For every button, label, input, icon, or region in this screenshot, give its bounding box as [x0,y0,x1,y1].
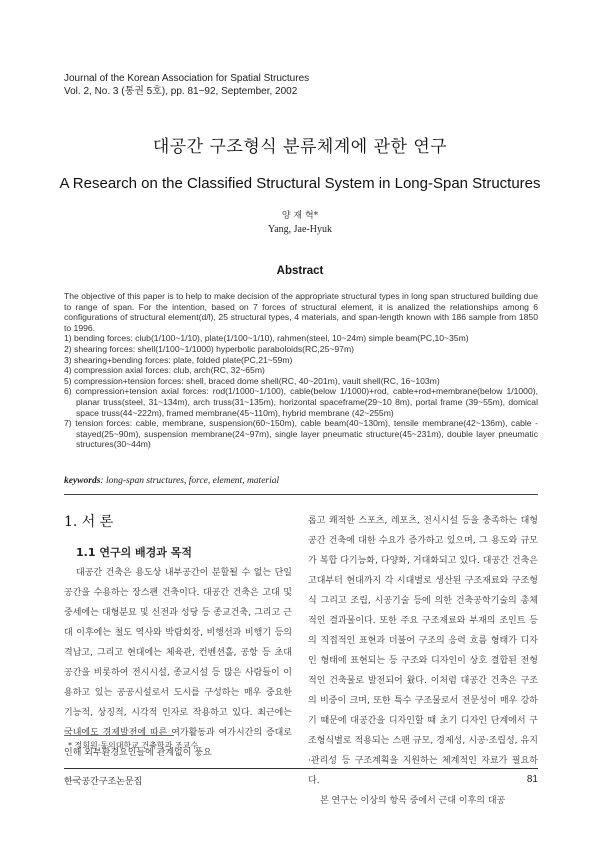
footer-divider [64,768,538,769]
footnote: * 정회원·동의대학교 건축학과 조교수 [68,741,199,750]
abstract-divider [64,494,538,495]
paper-title-korean: 대공간 구조형식 분류체계에 관한 연구 [152,137,448,157]
abstract-item: 2) shearing forces: shell(1/100~1/1000) hyperbolic paraboloids(RC,25~97m) [64,343,354,354]
abstract-item: 5) compression+tension forces: shell, braced dome shell(RC, 40~201m), vault shell(RC, 16~103m) [64,375,440,386]
abstract-force-list [64,333,538,450]
subsection-heading: 1.1 연구의 배경과 목적 [76,546,192,559]
keywords-text: : long-span structures, force, element, material [100,476,280,486]
abstract-intro: The objective of this paper is to help to make decision of the appropriate structural types in long span structured building due to range of span. For the intention, based on 7 forces of structural element, it is analized the relationships among 6 configurations of structural element(d/l), 25 structural types, 4 materials, and span-length known with 186 sample from 1850 to 1996. [64,291,538,333]
abstract-heading: Abstract [276,265,324,277]
page-number: 81 [526,774,538,785]
abstract-item: 3) shearing+bending forces: plate, folded plate(PC,21~59m) [64,354,293,365]
paper-title-english: A Research on the Classified Structural System in Long-Span Structures [59,175,541,192]
journal-info [64,72,309,98]
footer-journal-name: 한국공간구조논문집 [64,777,143,787]
author-korean: 양 재 혁* [281,211,319,221]
journal-issue: Vol. 2, No. 3 (통권 5호), pp. 81~92, September, 2002 [64,86,298,97]
section-heading: 1. 서 론 [64,514,114,530]
footnote-divider [64,735,174,736]
body-column-right [308,511,538,811]
abstract-item: 1) bending forces: club(1/100~1/10), plate(1/100~1/10), rahmen(steel, 10~24m) simple beam(PC,10~35m) [64,333,469,344]
abstract-item: 4) compression axial forces: club, arch(RC, 32~65m) [64,365,265,376]
body-paragraph: 대공간 건축은 용도상 내부공간이 분할될 수 없는 단일공간을 수용하는 장스팬 건축이다. 대공간 건축은 고대 및 중세에는 대형분묘 및 신전과 성당 등 종교건축, 그리고 근대 이후에는 철도 역사와 박람회장, 비행선과 비행기 등의 격납고, 그리고 현대에는 체육관, 컨벤션홀, 공항 등 초대공간을 비롯하여 전시시설, 종교시설 등 많은 사람들이 이용하고 있는 공공시설로서 도시를 구성하는 매우 중요한 기능적, 상징적, 시각적 인자로 작용하고 있다. 최근에는 국내에도 경제발전에 따른 여가활동과 여가시간의 증대로 인해 외부환경요인들에 관계없이 풍요 [64,568,292,758]
author-english: Yang, Jae-Hyuk [268,224,332,235]
abstract-body [64,291,538,450]
body-column-left [64,563,292,763]
body-paragraph: 본 연구는 이상의 항목 중에서 근대 이후의 대공 [320,796,506,806]
body-paragraph: 롭고 쾌적한 스포츠, 레포츠, 전시시설 등을 충족하는 대형 공간 건축에 대한 수요가 증가하고 있으며, 그 용도와 규모가 복합 다기능화, 다양화, 거대화되고 있다. 대공간 건축은 고대부터 현대까지 각 시대별로 생산된 구조재료와 구조형식 그리고 조립, 시공기술 등에 의한 건축공학기술의 총체적인 결과물이다. 또한 주요 구조재료와 부재의 조인트 등의 직접적인 표현과 더불어 구조의 응력 흐름 형태가 디자인 형태에 표현되는 등 구조와 디자인이 상호 결합된 전형적인 건축물로 발전되어 왔다. 이처럼 대공간 건축은 구조의 비중이 크며, 또한 특수 구조물로서 전문성이 매우 강하기 때문에 대공간을 디자인할 때 초기 디자인 단계에서 구조형식별로 적용되는 스팬 규모, 경제성, 시공·조립성, 유지·관리성 등 구조계획을 지원하는 체계적인 자료가 필요하다. [308,516,538,786]
keywords-label: keywords [64,476,101,486]
abstract-item: 7) tension forces: cable, membrane, suspension(60~150m), cable beam(40~130m), tensile membrane(42~136m), cable -stayed(25~90m), suspension membrane(24~97m), single layer pneumatic structure(45~231m), double layer pneumatic structures(30~44m) [64,418,538,450]
abstract-item: 6) compression+tension axial forces: rod(1/1000~1/100), cable(below 1/1000)+rod, cable+rod+membrane(below 1/1000), planar truss(steel, 31~134m), arch truss(31~135m), horizontal spaceframe(29~10 8m), portal frame (39~55m), domical space truss(44~222m), framed membrane(45~110m), hybrid membrane (42~255m) [64,386,538,418]
journal-name: Journal of the Korean Association for Spatial Structures [64,73,310,84]
keywords [64,476,279,486]
